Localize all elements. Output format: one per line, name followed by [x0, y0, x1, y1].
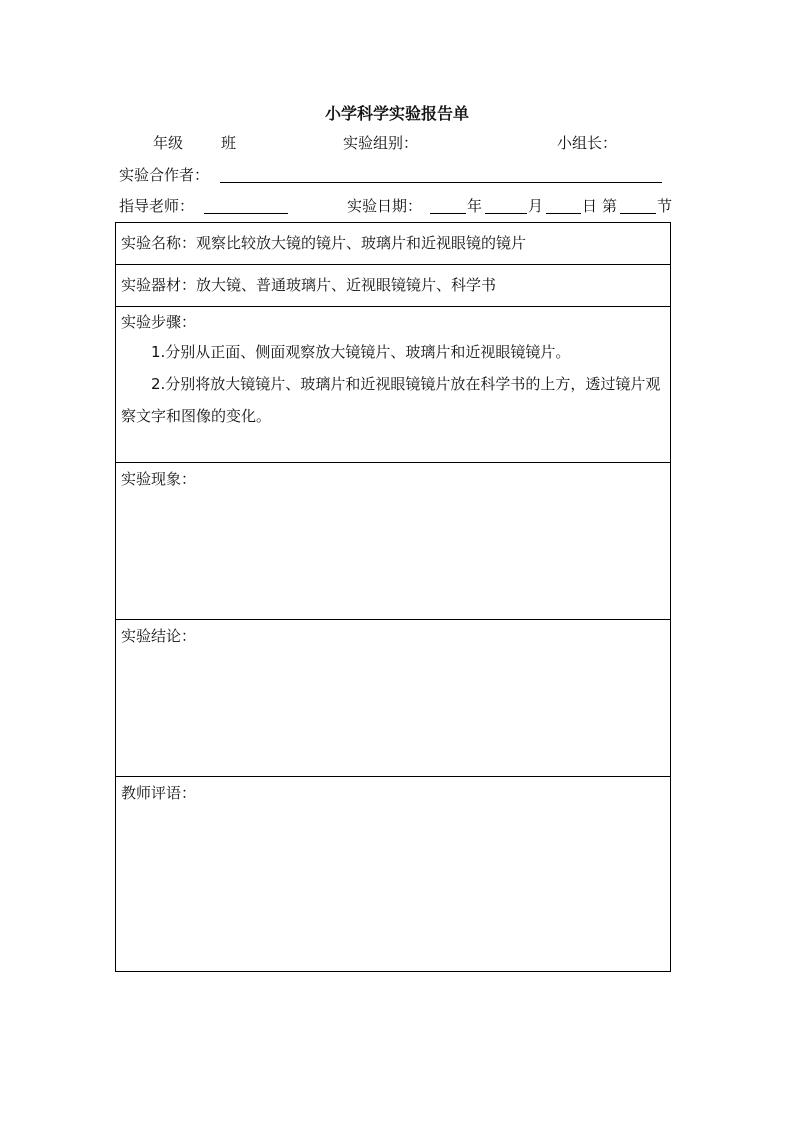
phenomenon-label: 实验现象： [121, 470, 197, 488]
phenomenon-row [116, 462, 670, 619]
name-label: 实验名称： [121, 234, 197, 252]
class-label: 班 [221, 134, 237, 152]
year-field[interactable] [430, 213, 466, 214]
day-label: 日 [582, 197, 598, 215]
conclusion-row [116, 619, 670, 776]
group-label: 实验组别： [343, 134, 419, 152]
partners-field[interactable] [220, 182, 662, 183]
steps-label: 实验步骤： [121, 313, 197, 331]
leader-label: 小组长： [557, 134, 618, 152]
steps-row [116, 306, 670, 462]
step-item: 2.分别将放大镜镜片、玻璃片和近视眼镜镜片放在科学书的上方，透过镜片观察文字和图像的变化。 [121, 375, 661, 425]
experiment-name [121, 233, 526, 253]
partners-label: 实验合作者： [119, 166, 210, 184]
period-prefix: 第 [602, 197, 618, 215]
report-table [115, 222, 671, 972]
materials-value: 放大镜、普通玻璃片、近视眼镜镜片、科学书 [196, 276, 497, 294]
date-label: 实验日期： [347, 197, 423, 215]
period-field[interactable] [620, 213, 656, 214]
page-title: 小学科学实验报告单 [324, 104, 469, 123]
month-field[interactable] [485, 213, 527, 214]
experiment-materials [121, 275, 496, 295]
conclusion-label: 实验结论： [121, 627, 197, 645]
month-label: 月 [528, 197, 544, 215]
year-label: 年 [467, 197, 483, 215]
name-value: 观察比较放大镜的镜片、玻璃片和近视眼镜的镜片 [196, 234, 527, 252]
teacher-label: 指导老师： [119, 197, 195, 215]
teacher-field[interactable] [204, 213, 288, 214]
comment-label: 教师评语： [121, 784, 197, 802]
grade-label: 年级 [153, 134, 184, 152]
step-item: 1.分别从正面、侧面观察放大镜镜片、玻璃片和近视眼镜镜片。 [151, 343, 571, 361]
materials-label: 实验器材： [121, 276, 197, 294]
comment-row [116, 776, 670, 971]
name-row [116, 223, 670, 264]
period-label: 节 [657, 197, 673, 215]
day-field[interactable] [546, 213, 581, 214]
materials-row [116, 264, 670, 306]
